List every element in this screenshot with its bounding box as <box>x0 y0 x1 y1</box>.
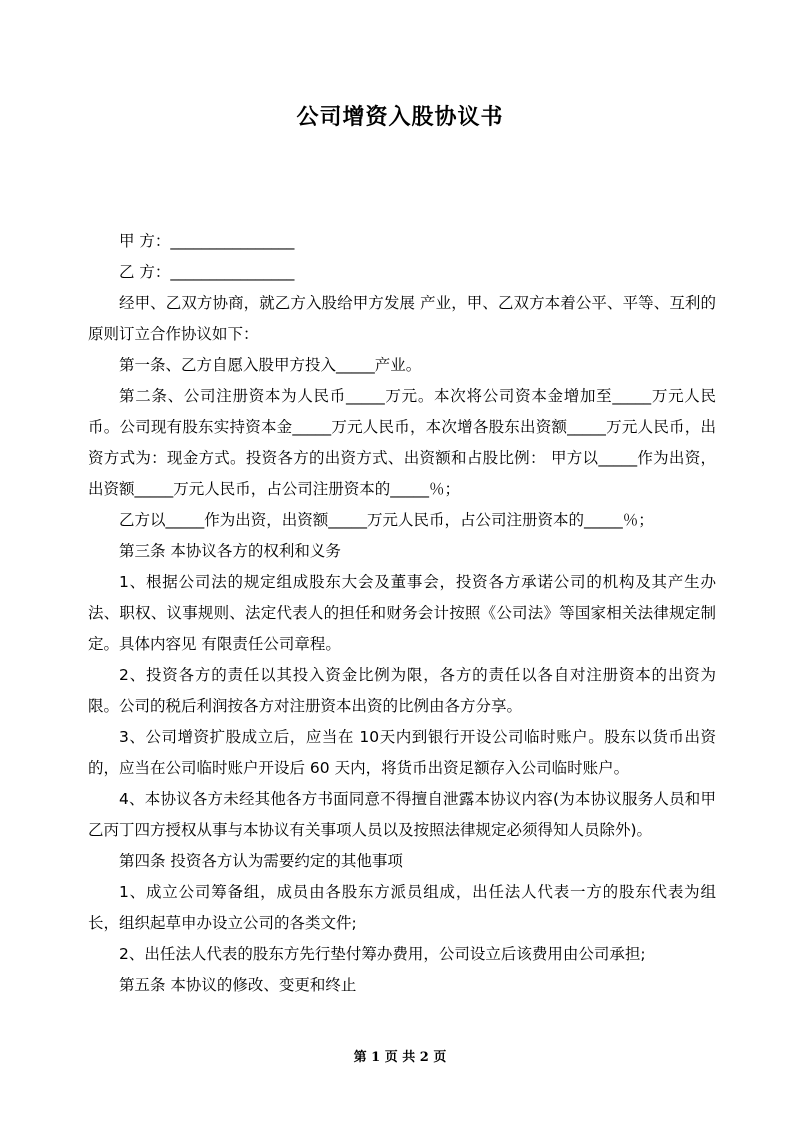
article-3-heading: 第三条 本协议各方的权利和义务 <box>119 542 341 560</box>
article-1: 第一条、乙方自愿入股甲方投入_____产业。 <box>119 356 422 374</box>
party-b-line: 乙 方：________________ <box>119 263 295 281</box>
article-2-party-b: 乙方以_____作为出资，出资额_____万元人民币，占公司注册资本的_____％； <box>119 511 654 529</box>
article-3-item-1: 1、根据公司法的规定组成股东大会及董事会，投资各方承诺公司的机构及其产生办法、职权、议事规则、法定代表人的担任和财务会计按照《公司法》等国家相关法律规定制定。具体内容见 有限责任公司章程。 <box>88 573 716 653</box>
article-3-item-4: 4、本协议各方未经其他各方书面同意不得擅自泄露本协议内容(为本协议服务人员和甲乙丙丁四方授权从事与本协议有关事项人员以及按照法律规定必须得知人员除外)。 <box>88 790 716 839</box>
article-4-item-1: 1、成立公司筹备组，成员由各股东方派员组成，出任法人代表一方的股东代表为组长，组织起草申办设立公司的各类文件; <box>88 883 716 932</box>
document-body <box>88 226 716 1001</box>
party-a-line: 甲 方：________________ <box>119 232 295 250</box>
article-3-item-3: 3、公司增资扩股成立后，应当在 10天内到银行开设公司临时账户。股东以货币出资的，应当在公司临时账户开设后 60 天内，将货币出资足额存入公司临时账户。 <box>88 728 716 777</box>
article-2: 第二条、公司注册资本为人民币_____万元。本次将公司资本金增加至_____万元人民币。公司现有股东实持资本金_____万元人民币，本次增各股东出资额_____万元人民币，出资方式为：现金方式。投资各方的出资方式、出资额和占股比例： 甲方以_____作为出资，出资额_____万元人民币，占公司注册资本的_____％； <box>88 387 716 498</box>
article-4-item-2: 2、出任法人代表的股东方先行垫付筹办费用，公司设立后该费用由公司承担; <box>119 945 646 963</box>
document-title: 公司增资入股协议书 <box>296 105 504 130</box>
article-4-heading: 第四条 投资各方认为需要约定的其他事项 <box>119 852 403 870</box>
page-footer: 第 1 页 共 2 页 <box>353 1050 447 1065</box>
article-3-item-2: 2、投资各方的责任以其投入资金比例为限，各方的责任以各自对注册资本的出资为限。公司的税后利润按各方对注册资本出资的比例由各方分享。 <box>88 666 716 715</box>
article-5-heading: 第五条 本协议的修改、变更和终止 <box>119 976 357 994</box>
preamble-paragraph: 经甲、乙双方协商，就乙方入股给甲方发展 产业，甲、乙双方本着公平、平等、互利的原则订立合作协议如下： <box>88 294 716 343</box>
